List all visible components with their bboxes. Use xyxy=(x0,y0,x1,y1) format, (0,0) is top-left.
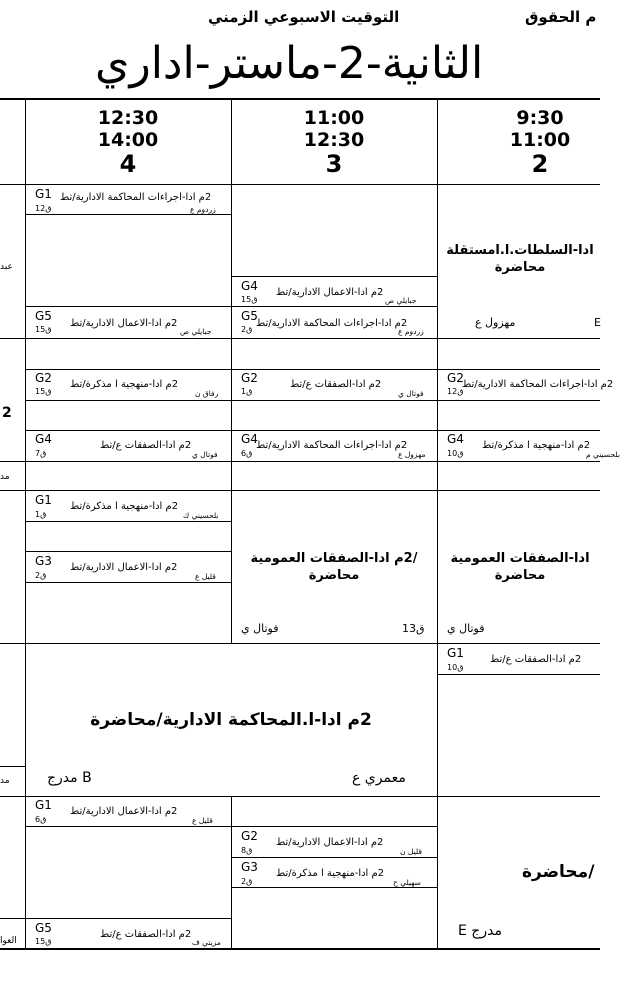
session-subject: 2م ادا-الاعمال الادارية/تط xyxy=(70,562,178,573)
grid-line xyxy=(0,490,600,491)
session-subject: 2م ادا-منهجية ا مذكرة/تط xyxy=(276,868,385,879)
schedule-label: التوقيت الاسبوعي الزمني xyxy=(208,8,400,26)
teacher-label: معمري ع xyxy=(352,770,406,786)
cut-text: عبد xyxy=(0,262,13,272)
room-label: ق15 xyxy=(35,937,52,946)
room-label: ق10 xyxy=(447,449,464,458)
group-label: G1 xyxy=(35,798,52,812)
teacher-label: فوتال ي xyxy=(398,389,424,398)
room-label: ق12 xyxy=(447,387,464,396)
teacher-label: مزيتي ف xyxy=(192,938,221,947)
timeslot-2: 9:30 11:00 2 xyxy=(509,107,571,178)
lecture-title: 2م ادا-ا.المحاكمة الادارية/محاضرة xyxy=(90,710,372,730)
hall-label: مدرج B xyxy=(47,770,92,786)
grid-line xyxy=(0,643,600,644)
teacher-label: فوتال ي xyxy=(447,622,485,635)
room-label: ق8 xyxy=(241,846,253,855)
group-label: G2 xyxy=(35,371,52,385)
hall-label: مدرج E xyxy=(458,923,502,939)
department-label: م الحقوق xyxy=(525,8,597,26)
group-label: G1 xyxy=(35,187,52,201)
session-subject: 2م ادا-منهجية ا مذكرة/تط xyxy=(70,501,179,512)
teacher-label: قليل ن xyxy=(400,847,422,856)
group-label: G1 xyxy=(35,493,52,507)
group-label: G1 xyxy=(447,646,464,660)
teacher-label: سهيلي ح xyxy=(393,878,421,887)
lecture-block: ادا-السلطات.ا.امستقلة محاضرة xyxy=(446,243,594,275)
teacher-label: مهزول ع xyxy=(475,316,516,329)
grid-line xyxy=(231,98,232,644)
group-label: G5 xyxy=(35,309,52,323)
room-label: ق2 xyxy=(241,325,253,334)
cut-text: مد xyxy=(0,776,10,786)
group-label: G4 xyxy=(447,432,464,446)
room-label: ق2 xyxy=(241,877,253,886)
timeslot-3: 11:00 12:30 3 xyxy=(303,107,365,178)
room-label: ق13 xyxy=(402,622,425,635)
session-subject: 2م ادا-منهجية ا مذكرة/تط xyxy=(70,379,179,390)
teacher-label: مهزول ع xyxy=(398,450,426,459)
session-subject: 2م ادا-الاعمال الادارية/تط xyxy=(70,318,178,329)
grid-line xyxy=(0,796,600,797)
teacher-label: فوتال ي xyxy=(241,622,279,635)
room-label: ق15 xyxy=(35,325,52,334)
room-label: ق10 xyxy=(447,663,464,672)
room-label: ق15 xyxy=(241,295,258,304)
session-subject: 2م ادا-الصفقات ع/تط xyxy=(100,440,192,451)
teacher-label: بلحسيني ك xyxy=(183,511,219,520)
room-label: ق6 xyxy=(241,449,253,458)
session-subject: 2م ادا-الاعمال الادارية/تط xyxy=(70,806,178,817)
room-label: ق1 xyxy=(241,387,253,396)
timeslot-4: 12:30 14:00 4 xyxy=(97,107,159,178)
teacher-label: جبايلي ص xyxy=(385,296,417,305)
group-label: G4 xyxy=(241,432,258,446)
cut-text: العوا xyxy=(0,936,17,946)
teacher-label: قليل ع xyxy=(192,816,213,825)
lecture-block: /2م ادا-الصفقات العمومية محاضرة xyxy=(250,551,418,583)
teacher-label: جبايلي ص xyxy=(180,327,212,336)
teacher-label: زردوم ع xyxy=(190,205,216,214)
group-label: G4 xyxy=(35,432,52,446)
grid-line xyxy=(437,98,438,949)
grid-line xyxy=(0,948,600,950)
group-label: G2 xyxy=(241,829,258,843)
session-subject: 2م ادا-اجراءات المحاكمة الادارية/تط xyxy=(256,440,408,451)
room-label: ق7 xyxy=(35,449,47,458)
grid-line xyxy=(25,98,26,949)
session-subject: 2م ادا-الصفقات ع/تط xyxy=(100,929,192,940)
cut-text: 2 xyxy=(2,405,12,421)
group-label: G5 xyxy=(35,921,52,935)
cut-text: مد xyxy=(0,472,10,482)
room-label: ق6 xyxy=(35,815,47,824)
grid-line xyxy=(0,338,600,339)
lecture-block: ادا-الصفقات العمومية محاضرة xyxy=(450,551,590,583)
hall-label: E xyxy=(594,316,601,329)
room-label: ق1 xyxy=(35,510,47,519)
room-label: ق2 xyxy=(35,571,47,580)
session-subject: 2م ادا-الاعمال الادارية/تط xyxy=(276,287,384,298)
session-subject: 2م ادا-اجراءات المحاكمة الادارية/تط xyxy=(462,379,614,390)
teacher-label: فوتال ي xyxy=(192,450,218,459)
grid-line xyxy=(0,98,600,100)
session-subject: 2م ادا-اجراءات المحاكمة الادارية/تط xyxy=(256,318,408,329)
group-label: G3 xyxy=(241,860,258,874)
lecture-title: /محاضرة xyxy=(522,862,595,882)
session-subject: 2م ادا-اجراءات المحاكمة الادارية/تط xyxy=(60,192,212,203)
session-subject: 2م ادا-منهجية ا مذكرة/تط xyxy=(482,440,591,451)
teacher-label: قليل ع xyxy=(195,572,216,581)
group-label: G4 xyxy=(241,279,258,293)
teacher-label: رفاق ن xyxy=(195,389,219,398)
room-label: ق12 xyxy=(35,204,52,213)
session-subject: 2م ادا-الصفقات ع/تط xyxy=(290,379,382,390)
group-label: G2 xyxy=(447,371,464,385)
session-subject: 2م ادا-الاعمال الادارية/تط xyxy=(276,837,384,848)
group-label: G3 xyxy=(35,554,52,568)
room-label: ق15 xyxy=(35,387,52,396)
teacher-label: زردوم ع xyxy=(398,327,424,336)
teacher-label: بلحسيني م xyxy=(586,450,620,459)
class-title: الثانية-2-ماستر-اداري xyxy=(95,38,484,89)
grid-line xyxy=(231,796,232,949)
group-label: G5 xyxy=(241,309,258,323)
group-label: G2 xyxy=(241,371,258,385)
session-subject: 2م ادا-الصفقات ع/تط xyxy=(490,654,582,665)
grid-line xyxy=(0,184,600,185)
